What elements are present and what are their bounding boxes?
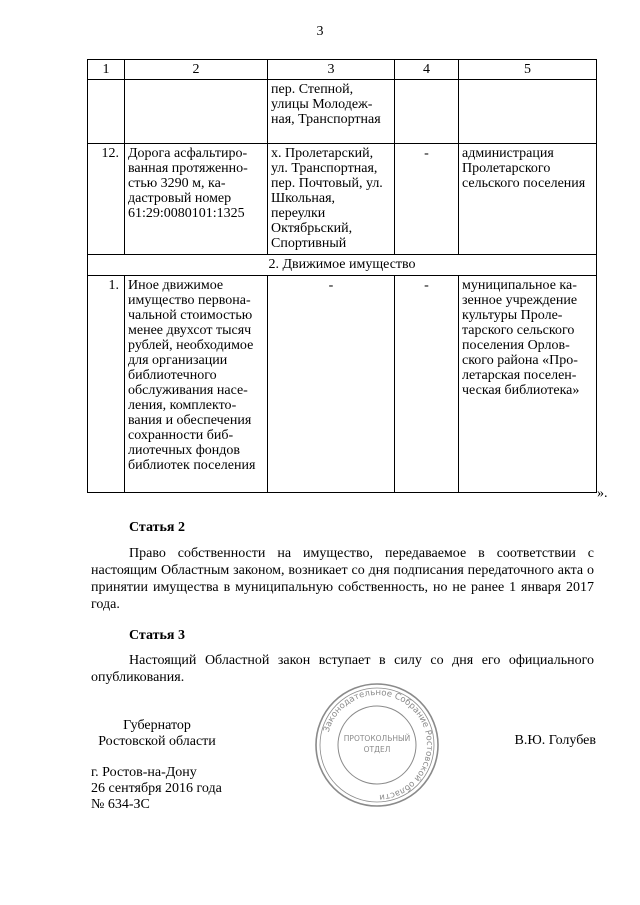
property-area: - bbox=[395, 276, 459, 493]
row-number: 12. bbox=[88, 144, 125, 255]
stamp-inner-line-1: ПРОТОКОЛЬНЫЙ bbox=[343, 734, 411, 743]
table-row bbox=[88, 144, 597, 255]
property-address: пер. Степной, улицы Молодежная, Транспортная bbox=[268, 80, 395, 144]
row-number bbox=[88, 80, 125, 144]
header-cell: 5 bbox=[459, 60, 597, 80]
header-cell: 3 bbox=[268, 60, 395, 80]
official-stamp bbox=[312, 680, 442, 810]
header-cell: 2 bbox=[125, 60, 268, 80]
governor-title bbox=[92, 718, 222, 750]
closing-quote: ». bbox=[597, 486, 608, 501]
property-holder: администрация Пролетарского сельского поселения bbox=[459, 144, 597, 255]
governor-region-line: Ростовской области bbox=[98, 734, 216, 749]
stamp-inner-line-2: ОТДЕЛ bbox=[363, 745, 391, 754]
article-2-heading: Статья 2 bbox=[129, 520, 185, 535]
property-address: - bbox=[268, 276, 395, 493]
article-2-text: Право собственности на имущество, передаваемое в соответствии с настоящим Областным законом, возникает со дня подписания передаточного акта о принятии имущества в муниципальную собственность, но не ранее 1 января 2017 года. bbox=[91, 546, 594, 612]
property-name: Иное движимое имущество первоначальной стоимостью менее двухсот тысяч рублей, необходимое для организации библиотечного обслуживания населения, комплектования и обеспечения сохранности библиотечных фондов библиотек поселения bbox=[125, 276, 268, 493]
table-row bbox=[88, 80, 597, 144]
article-3-heading: Статья 3 bbox=[129, 628, 185, 643]
header-cell: 1 bbox=[88, 60, 125, 80]
property-address: х. Пролетарский, ул. Транспортная, пер. Почтовый, ул. Школьная, переулки Октябрьский, Спортивный bbox=[268, 144, 395, 255]
signing-place: г. Ростов-на-Дону bbox=[91, 765, 197, 780]
governor-name: В.Ю. Голубев bbox=[514, 733, 596, 748]
property-holder bbox=[459, 80, 597, 144]
law-number: № 634-ЗС bbox=[91, 797, 150, 812]
section-row bbox=[88, 255, 597, 276]
signing-date: 26 сентября 2016 года bbox=[91, 781, 222, 796]
governor-title-line: Губернатор bbox=[123, 718, 191, 733]
page-number: 3 bbox=[316, 24, 324, 39]
property-holder: муниципальное казенное учреждение культуры Пролетарского сельского поселения Орловского района «Пролетарская поселенческая библиотека» bbox=[459, 276, 597, 493]
table-row bbox=[88, 276, 597, 493]
header-cell: 4 bbox=[395, 60, 459, 80]
property-table bbox=[87, 59, 597, 493]
property-name: Дорога асфальтированная протяженностью 3290 м, кадастровый номер 61:29:0080101:1325 bbox=[125, 144, 268, 255]
table-header-row bbox=[88, 60, 597, 80]
stamp-outer-text: Законодательное Собрание Ростовской области bbox=[321, 687, 435, 803]
property-area bbox=[395, 80, 459, 144]
row-number: 1. bbox=[88, 276, 125, 493]
article-3-text: Настоящий Областной закон вступает в силу со дня его официального опубликования. bbox=[91, 653, 594, 685]
property-area: - bbox=[395, 144, 459, 255]
section-title: 2. Движимое имущество bbox=[88, 255, 597, 276]
property-name bbox=[125, 80, 268, 144]
signing-details bbox=[91, 765, 222, 813]
